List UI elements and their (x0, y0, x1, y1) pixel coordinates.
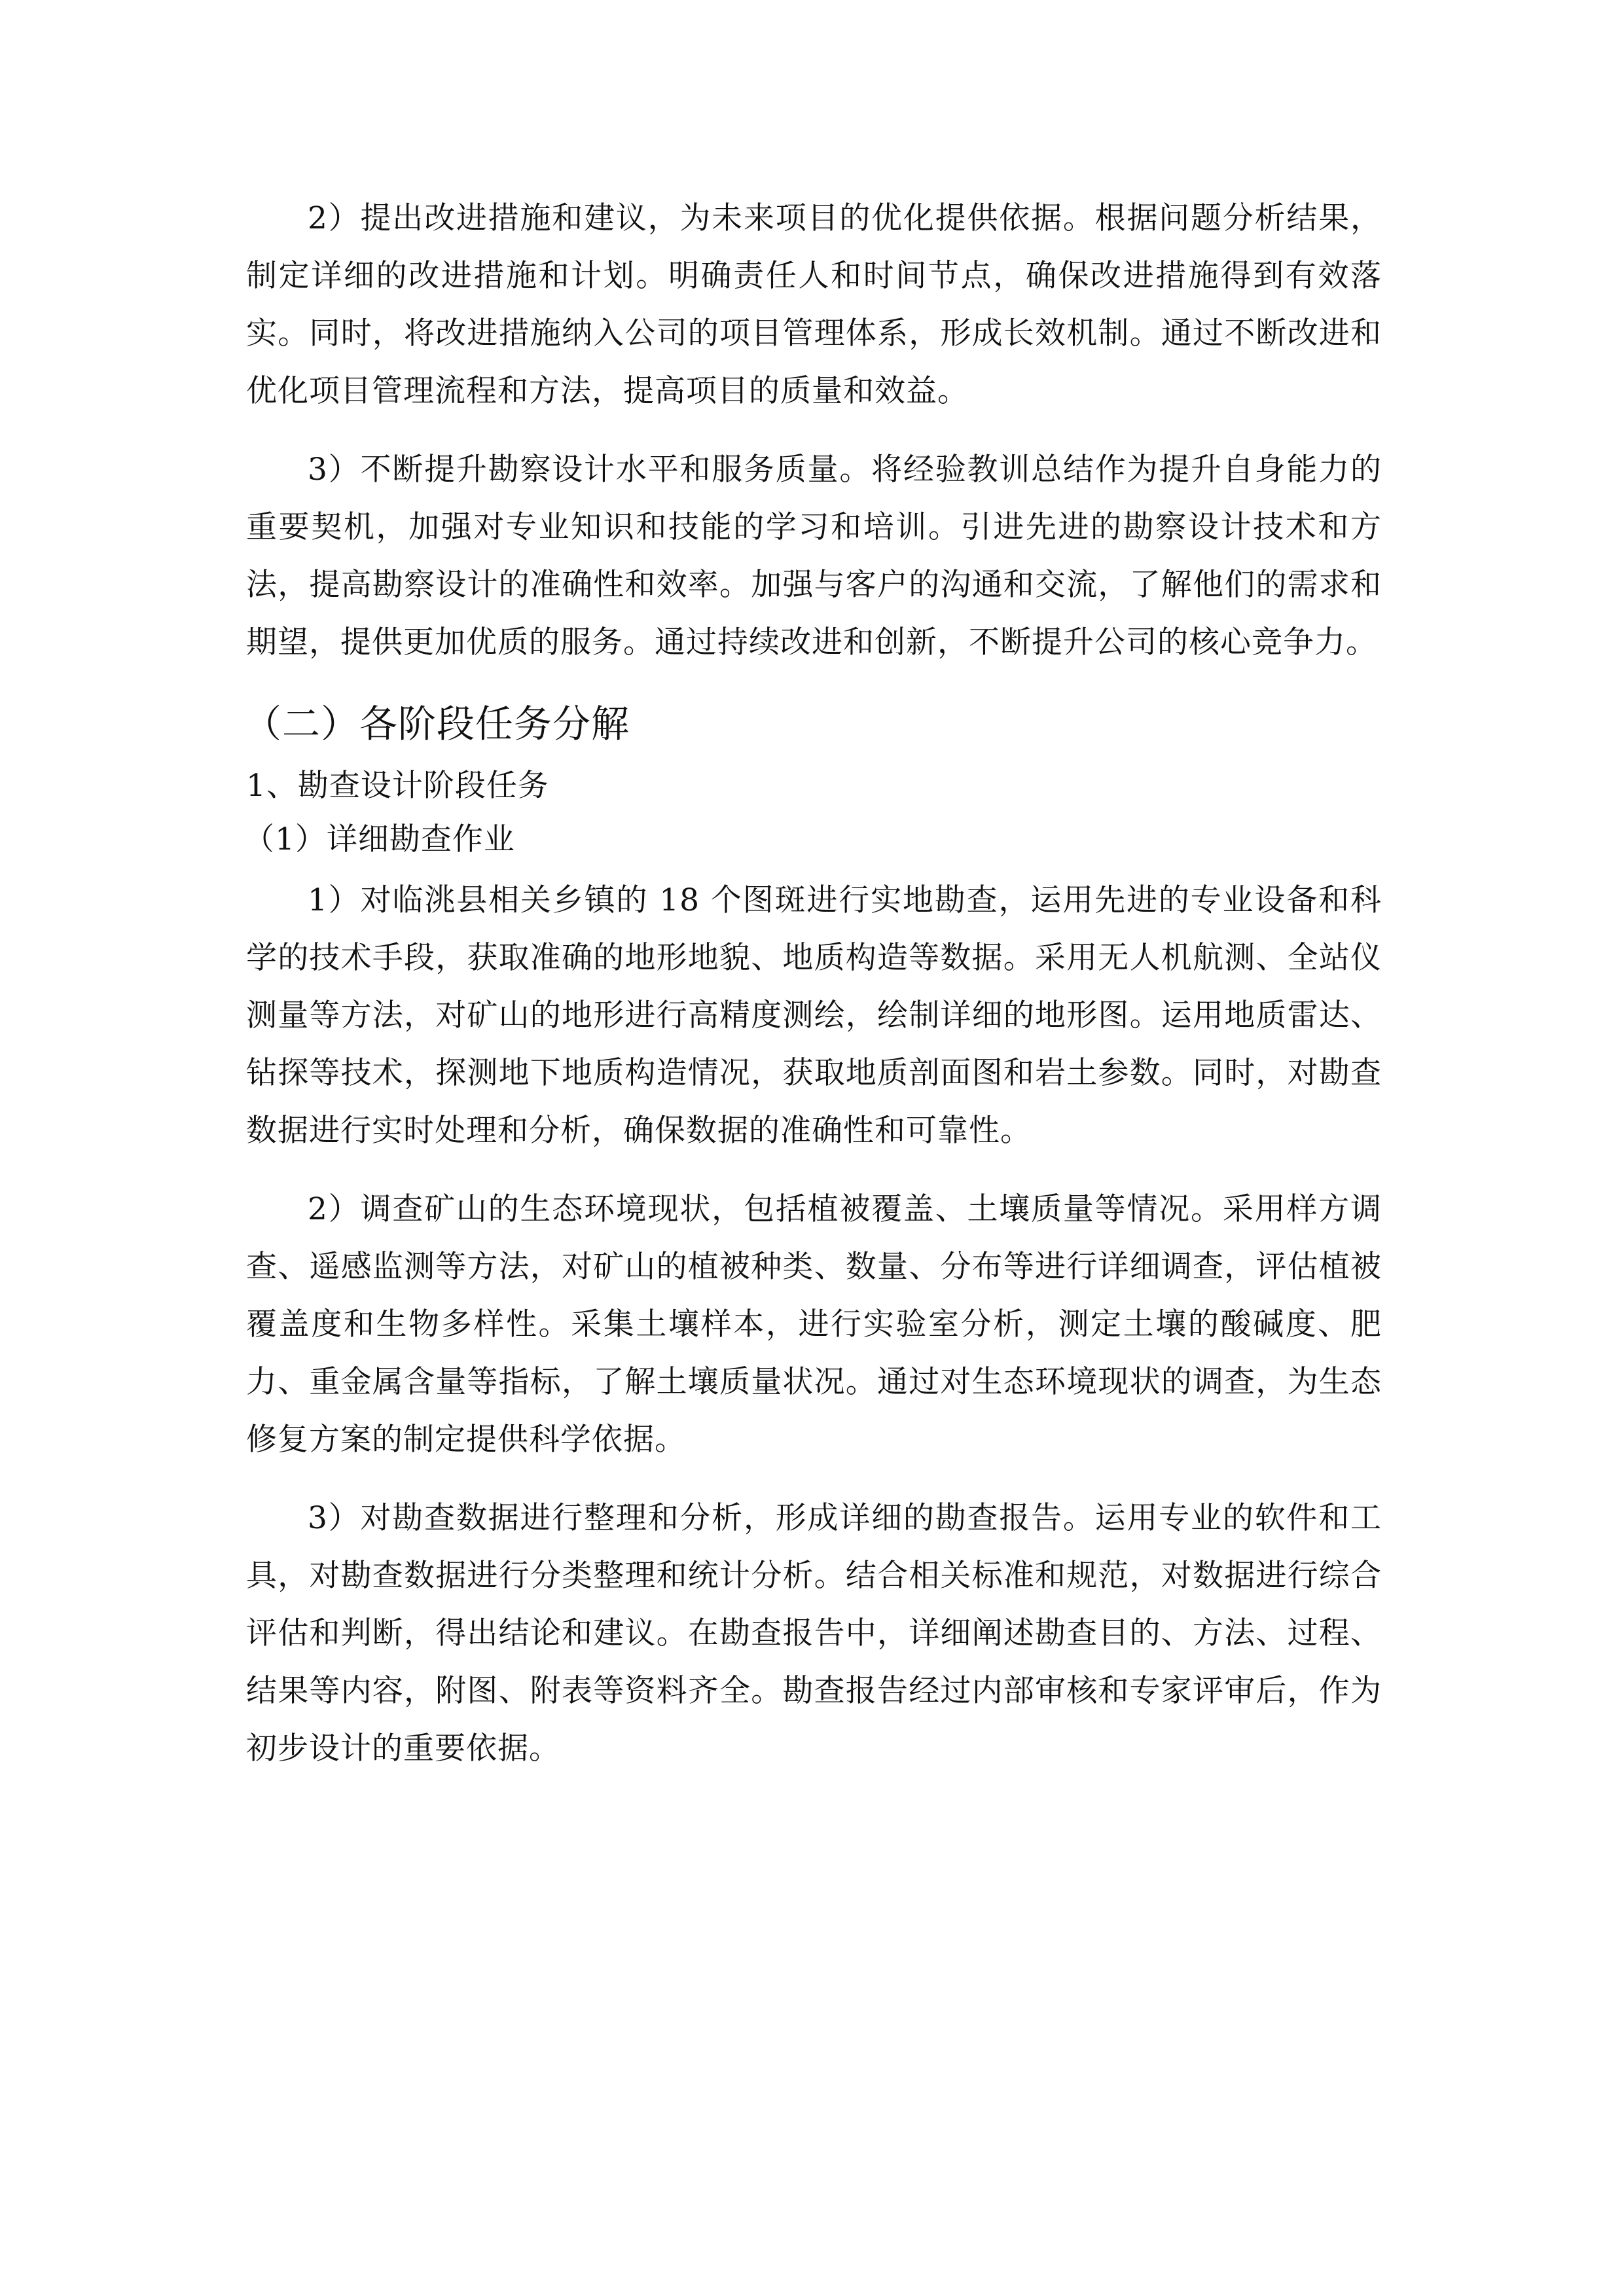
paragraph: 2）调查矿山的生态环境现状，包括植被覆盖、土壤质量等情况。采用样方调查、遥感监测等方法，对矿山的植被种类、数量、分布等进行详细调查，评估植被覆盖度和生物多样性。采集土壤样本，进行实验室分析，测定土壤的酸碱度、肥力、重金属含量等指标，了解土壤质量状况。通过对生态环境现状的调查，为生态修复方案的制定提供科学依据。 (246, 1191, 1382, 1458)
paragraph: 1）对临洮县相关乡镇的 18 个图斑进行实地勘查，运用先进的专业设备和科学的技术手段，获取准确的地形地貌、地质构造等数据。采用无人机航测、全站仪测量等方法，对矿山的地形进行高精度测绘，绘制详细的地形图。运用地质雷达、钻探等技术，探测地下地质构造情况，获取地质剖面图和岩土参数。同时，对勘查数据进行实时处理和分析，确保数据的准确性和可靠性。 (246, 882, 1382, 1149)
section-heading: （二）各阶段任务分解 (244, 702, 630, 746)
paragraph: 3）不断提升勘察设计水平和服务质量。将经验教训总结作为提升自身能力的重要契机，加强对专业知识和技能的学习和培训。引进先进的勘察设计技术和方法，提高勘察设计的准确性和效率。加强与客户的沟通和交流，了解他们的需求和期望，提供更加优质的服务。通过持续改进和创新，不断提升公司的核心竞争力。 (246, 452, 1382, 660)
subheading: （1）详细勘查作业 (244, 821, 515, 857)
paragraph: 2）提出改进措施和建议，为未来项目的优化提供依据。根据问题分析结果，制定详细的改进措施和计划。明确责任人和时间节点，确保改进措施得到有效落实。同时，将改进措施纳入公司的项目管理体系，形成长效机制。通过不断改进和优化项目管理流程和方法，提高项目的质量和效益。 (246, 200, 1382, 409)
document-body (246, 190, 1382, 1799)
subheading: 1、勘查设计阶段任务 (246, 768, 549, 804)
paragraph: 3）对勘查数据进行整理和分析，形成详细的勘查报告。运用专业的软件和工具，对勘查数据进行分类整理和统计分析。结合相关标准和规范，对数据进行综合评估和判断，得出结论和建议。在勘查报告中，详细阐述勘查目的、方法、过程、结果等内容，附图、附表等资料齐全。勘查报告经过内部审核和专家评审后，作为初步设计的重要依据。 (246, 1500, 1382, 1767)
